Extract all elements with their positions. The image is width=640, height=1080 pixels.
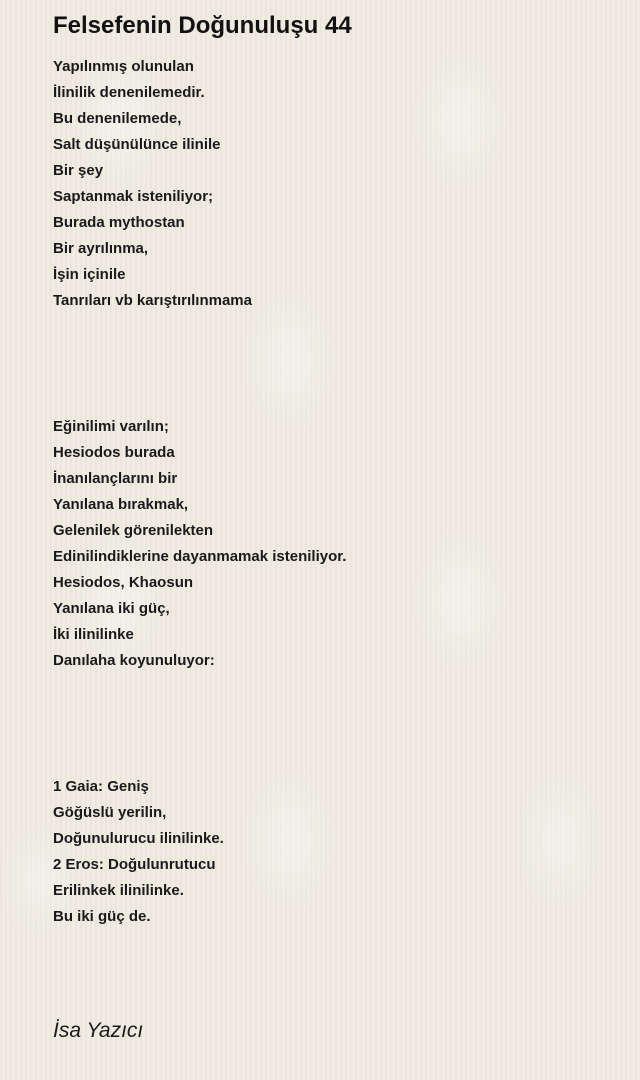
poem-line: Edinilindiklerine dayanmamak isteniliyor.	[53, 548, 347, 565]
poem-line: Yanılana iki güç,	[53, 600, 170, 617]
poem-line: 1 Gaia: Geniş	[53, 778, 149, 795]
poem-line: İlinilik denenilemedir.	[53, 84, 205, 101]
poem-line: Erilinkek ilinilinke.	[53, 882, 184, 899]
poem-page	[53, 0, 613, 1080]
poem-line: Bu iki güç de.	[53, 908, 151, 925]
poem-author: İsa Yazıcı	[53, 1019, 144, 1042]
stanza-1	[53, 54, 252, 314]
poem-line: Gelenilek görenilekten	[53, 522, 214, 539]
poem-line: Hesiodos burada	[53, 444, 175, 461]
poem-line: Hesiodos, Khaosun	[53, 574, 194, 591]
stanza-2	[53, 414, 346, 674]
poem-line: 2 Eros: Doğulunrutucu	[53, 856, 216, 873]
poem-line: Bir ayrılınma,	[53, 240, 149, 257]
poem-title: Felsefenin Doğunuluşu 44	[53, 12, 352, 39]
poem-line: Bir şey	[53, 162, 104, 179]
poem-line: Burada mythostan	[53, 214, 185, 231]
stanza-3	[53, 774, 224, 930]
poem-line: Bu denenilemede,	[53, 110, 182, 127]
poem-line: İki ilinilinke	[53, 626, 134, 643]
poem-line: Tanrıları vb karıştırılınmama	[53, 292, 252, 309]
poem-line: Yanılana bırakmak,	[53, 496, 189, 513]
poem-line: İnanılançlarını bir	[53, 470, 178, 487]
poem-line: Göğüslü yerilin,	[53, 804, 167, 821]
poem-line: Doğunulurucu ilinilinke.	[53, 830, 224, 847]
poem-line: Salt düşünülünce ilinile	[53, 136, 221, 153]
poem-line: İşin içinile	[53, 266, 126, 283]
poem-line: Eğinilimi varılın;	[53, 418, 169, 435]
poem-line: Saptanmak isteniliyor;	[53, 188, 214, 205]
poem-line: Danılaha koyunuluyor:	[53, 652, 215, 669]
poem-line: Yapılınmış olunulan	[53, 58, 194, 75]
